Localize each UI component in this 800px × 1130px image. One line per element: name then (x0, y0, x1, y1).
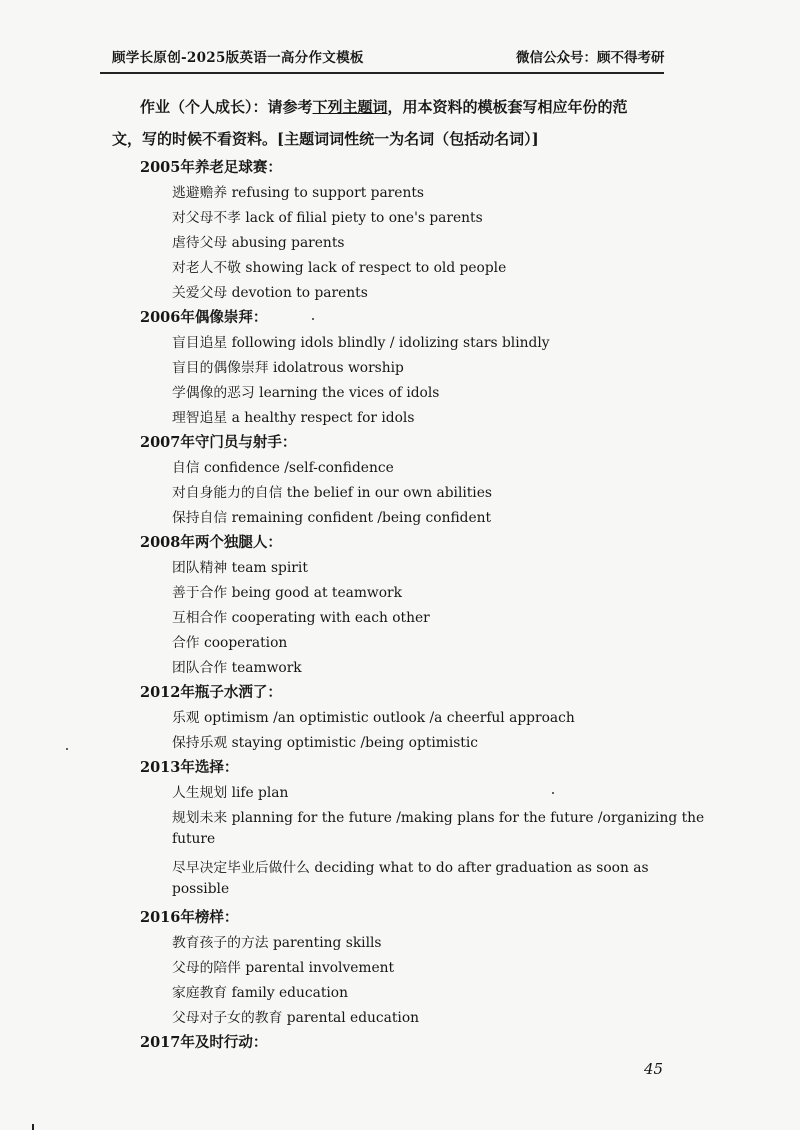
vocab-chinese: 团队合作 (172, 660, 228, 676)
vocab-item (172, 956, 394, 976)
vocab-chinese: 保持自信 (172, 510, 228, 526)
vocab-english: parental education (286, 1010, 420, 1026)
vocab-english: the belief in our own abilities (286, 485, 492, 501)
vocab-item (172, 456, 394, 476)
section-heading: 2012年瓶子水洒了： (140, 684, 282, 701)
vocab-chinese: 对自身能力的自信 (172, 485, 283, 501)
vocab-item (172, 931, 382, 951)
vocab-english: lack of filial piety to one's parents (245, 210, 483, 226)
header-wechat: 微信公众号：顾不得考研 (516, 50, 665, 66)
vocab-english-continued: future (172, 831, 216, 847)
vocab-english: remaining confident /being confident (231, 510, 492, 526)
scan-speck (552, 792, 554, 794)
vocab-item (172, 806, 704, 826)
vocab-english: cooperation (203, 635, 288, 651)
vocab-english: a healthy respect for idols (231, 410, 415, 426)
intro-line-2: 文，写的时候不看资料。[主题词词性统一为名词（包括动名词）] (112, 130, 539, 148)
vocab-chinese: 合作 (172, 635, 200, 651)
vocab-item (172, 481, 492, 501)
vocab-item (172, 731, 478, 751)
vocab-english: planning for the future /making plans for the future /organizing the (231, 810, 705, 826)
vocab-english: refusing to support parents (231, 185, 424, 201)
vocab-item (172, 206, 483, 226)
vocab-chinese: 善于合作 (172, 585, 228, 601)
vocab-english: confidence /self-confidence (203, 460, 394, 476)
scan-speck (312, 318, 314, 320)
vocab-chinese: 理智追星 (172, 410, 228, 426)
vocab-chinese: 虐待父母 (172, 235, 228, 251)
intro-text: 作业（个人成长）：请参考 (140, 98, 313, 116)
header-divider (100, 72, 664, 74)
vocab-english: team spirit (231, 560, 308, 576)
vocab-item (172, 281, 368, 301)
section-heading: 2005年养老足球赛： (140, 159, 282, 176)
vocab-chinese: 对老人不敬 (172, 260, 241, 276)
vocab-english: optimism /an optimistic outlook /a cheerful approach (203, 710, 575, 726)
intro-line-1 (140, 96, 700, 117)
vocab-item (172, 656, 302, 676)
vocab-english: staying optimistic /being optimistic (231, 735, 478, 751)
vocab-english: life plan (231, 785, 289, 801)
vocab-item (172, 356, 404, 376)
vocab-chinese: 父母对子女的教育 (172, 1010, 283, 1026)
scan-mark (32, 1124, 34, 1130)
vocab-english: following idols blindly / idolizing stars blindly (231, 335, 550, 351)
vocab-chinese: 对父母不孝 (172, 210, 241, 226)
vocab-chinese: 人生规划 (172, 785, 228, 801)
vocab-english: devotion to parents (231, 285, 368, 301)
vocab-item (172, 181, 424, 201)
vocab-item (172, 781, 288, 801)
vocab-item (172, 231, 344, 251)
vocab-english: parental involvement (245, 960, 395, 976)
section-heading: 2013年选择： (140, 759, 239, 776)
vocab-chinese: 互相合作 (172, 610, 228, 626)
vocab-item (172, 981, 348, 1001)
vocab-chinese: 乐观 (172, 710, 200, 726)
vocab-item (172, 331, 550, 351)
vocab-english: parenting skills (272, 935, 382, 951)
vocab-item (172, 581, 402, 601)
vocab-item (172, 556, 308, 576)
section-heading: 2006年偶像崇拜： (140, 309, 268, 326)
vocab-chinese: 保持乐观 (172, 735, 228, 751)
vocab-item (172, 381, 439, 401)
vocab-chinese: 教育孩子的方法 (172, 935, 269, 951)
intro-underlined-term: 下列主题词 (312, 98, 388, 116)
vocab-english-continued: possible (172, 881, 230, 897)
intro-text-cont: ，用本资料的模板套写相应年份的范 (387, 98, 628, 116)
section-heading: 2008年两个独腿人： (140, 534, 282, 551)
vocab-english: family education (231, 985, 348, 1001)
vocab-english: being good at teamwork (231, 585, 402, 601)
vocab-chinese: 规划未来 (172, 810, 228, 826)
vocab-item (172, 856, 649, 876)
vocab-english: idolatrous worship (272, 360, 404, 376)
vocab-english: learning the vices of idols (259, 385, 440, 401)
header-title: 顾学长原创-2025版英语一高分作文模板 (112, 50, 364, 66)
vocab-item (172, 256, 506, 276)
vocab-item (172, 631, 287, 651)
vocab-item (172, 706, 575, 726)
page-number: 45 (644, 1060, 664, 1078)
vocab-chinese: 学偶像的恶习 (172, 385, 255, 401)
vocab-english: abusing parents (231, 235, 345, 251)
section-heading: 2016年榜样： (140, 909, 239, 926)
vocab-chinese: 逃避赡养 (172, 185, 228, 201)
vocab-english: teamwork (231, 660, 302, 676)
vocab-chinese: 盲目追星 (172, 335, 228, 351)
vocab-item (172, 606, 430, 626)
vocab-chinese: 团队精神 (172, 560, 228, 576)
vocab-english: cooperating with each other (231, 610, 430, 626)
vocab-english: showing lack of respect to old people (245, 260, 507, 276)
vocab-chinese: 尽早决定毕业后做什么 (172, 860, 310, 876)
vocab-chinese: 盲目的偶像崇拜 (172, 360, 269, 376)
scan-speck (66, 748, 68, 750)
vocab-chinese: 父母的陪伴 (172, 960, 241, 976)
section-heading: 2017年及时行动： (140, 1034, 268, 1051)
vocab-item (172, 406, 414, 426)
vocab-chinese: 自信 (172, 460, 200, 476)
vocab-item (172, 506, 491, 526)
vocab-item (172, 1006, 419, 1026)
vocab-english: deciding what to do after graduation as soon as (314, 860, 649, 876)
vocab-chinese: 家庭教育 (172, 985, 228, 1001)
vocab-chinese: 关爱父母 (172, 285, 228, 301)
section-heading: 2007年守门员与射手： (140, 434, 297, 451)
